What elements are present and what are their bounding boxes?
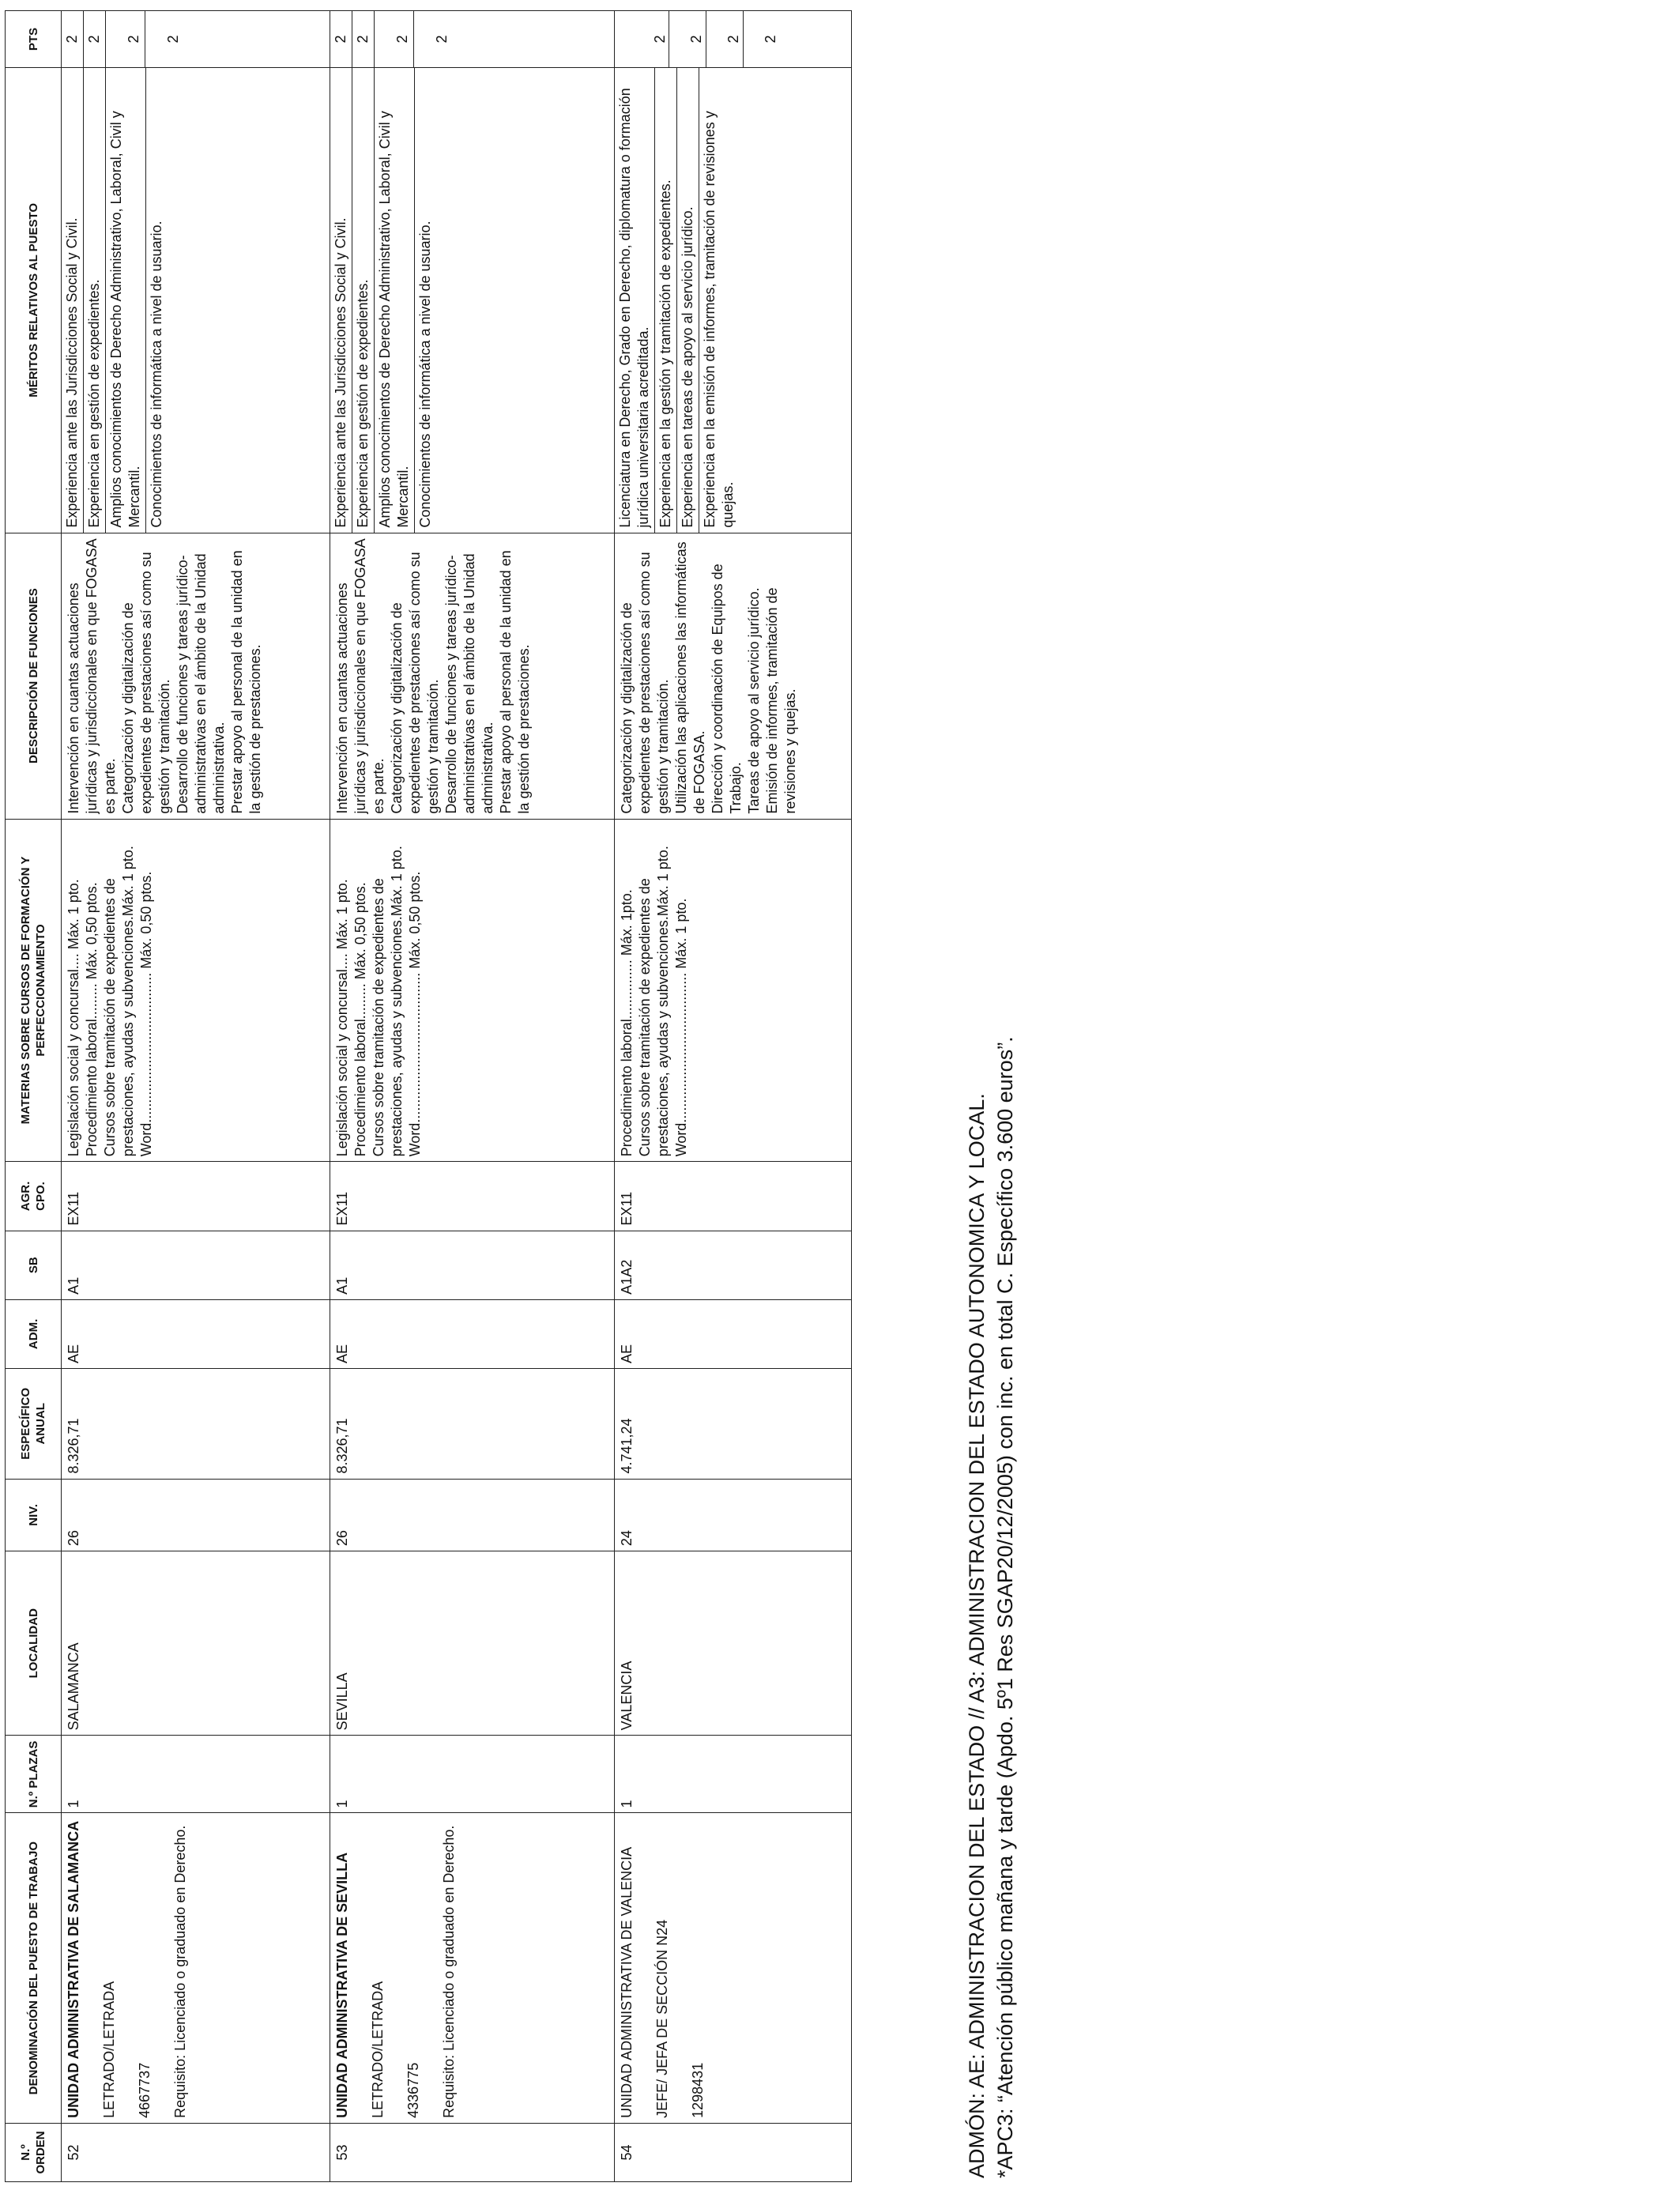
sb-cell: A1A2 xyxy=(615,1231,852,1299)
unidad-name: UNIDAD ADMINISTRATIVA DE SEVILLA xyxy=(334,1852,350,2118)
orden-cell: 54 xyxy=(615,2123,852,2181)
funcion-item: Dirección y coordinación de Equipos de Trabajo. xyxy=(710,564,744,814)
agr-cell: EX11 xyxy=(62,1162,330,1231)
funcion-item: Desarrollo de funciones y tareas jurídico-administrativas en el ámbito de la Unidad administrativa. xyxy=(443,553,495,814)
pts-item: 2 xyxy=(84,11,106,67)
materia-item: Word...................................... Máx. 1 pto. xyxy=(673,898,689,1157)
orden-cell: 52 xyxy=(62,2123,330,2181)
header-adm: ADM. xyxy=(6,1299,62,1368)
funcion-item: Desarrollo de funciones y tareas jurídico-administrativas en el ámbito de la Unidad administrativa. xyxy=(175,553,227,814)
funciones-cell xyxy=(62,533,330,819)
footnote-apc3: *APC3: “Atención público mañana y tarde (Apdo. 5º1 Res SGAP20/12/2005) con inc. en total C. Específico 3.600 euros”. xyxy=(993,1036,1017,2178)
merito-item: Conocimientos de informática a nivel de usuario. xyxy=(417,221,433,528)
orden-cell: 53 xyxy=(330,2123,615,2181)
materia-item: Legislación social y concursal.... Máx. 1 pto. xyxy=(334,879,350,1157)
materia-item: Cursos sobre tramitación de expedientes de prestaciones, ayudas y subvenciones.Máx. 1 pto. xyxy=(371,846,405,1157)
pts-item: 2 xyxy=(330,11,352,67)
plazas-cell: 1 xyxy=(330,1736,615,1813)
puesto-name: LETRADO/LETRADA xyxy=(370,1981,386,2118)
funcion-item: Categorización y digitalización de expedientes de prestaciones así como su gestión y tramitación. xyxy=(120,552,172,814)
plazas-cell: 1 xyxy=(62,1736,330,1813)
funcion-item: Utilización las aplicaciones las informáticas de FOGASA. xyxy=(673,541,707,814)
adm-cell: AE xyxy=(62,1299,330,1368)
puesto-name: JEFE/ JEFA DE SECCIÓN N24 xyxy=(654,1919,670,2118)
header-pts: PTS xyxy=(6,11,62,68)
pts-item: 2 xyxy=(706,11,744,67)
materia-item: Procedimiento laboral......... Máx. 0,50 ptos. xyxy=(84,882,100,1157)
pts-item: 2 xyxy=(106,11,145,67)
plazas-table xyxy=(5,10,852,2182)
pts-cell xyxy=(615,11,852,68)
merito-item: Licenciatura en Derecho, Grado en Derecho, diplomatura o formación jurídica universitaria acreditada. xyxy=(615,68,655,533)
funcion-item: Intervención en cuantas actuaciones jurídicas y jurisdiccionales en que FOGASA es parte. xyxy=(66,539,118,814)
funcion-item: Intervención en cuantas actuaciones jurídicas y jurisdiccionales en que FOGASA es parte. xyxy=(334,539,386,814)
nivel-cell: 24 xyxy=(615,1479,852,1551)
nivel-cell: 26 xyxy=(62,1479,330,1551)
table-row xyxy=(615,11,852,2182)
denominacion-cell xyxy=(330,1813,615,2123)
funcion-item: Prestar apoyo al personal de la unidad en la gestión de prestaciones. xyxy=(229,550,263,814)
especifico-cell: 8.326,71 xyxy=(330,1369,615,1480)
requisito-text: Requisito: Licenciado o graduado en Derecho. xyxy=(172,1825,188,2118)
requisito-text: Requisito: Licenciado o graduado en Derecho. xyxy=(441,1825,457,2118)
localidad-cell: SEVILLA xyxy=(330,1551,615,1736)
materia-item: Procedimiento laboral......... Máx. 0,50 ptos. xyxy=(352,882,368,1157)
unidad-name: UNIDAD ADMINISTRATIVA DE VALENCIA xyxy=(619,1846,635,2118)
header-localidad: LOCALIDAD xyxy=(6,1551,62,1736)
meritos-cell xyxy=(330,68,615,533)
meritos-cell xyxy=(62,68,330,533)
materias-cell xyxy=(330,819,615,1162)
materia-item: Word...................................... Máx. 0,50 ptos. xyxy=(407,871,423,1157)
adm-cell: AE xyxy=(615,1299,852,1368)
localidad-cell: VALENCIA xyxy=(615,1551,852,1736)
pts-item: 2 xyxy=(375,11,414,67)
pts-item: 2 xyxy=(352,11,375,67)
adm-cell: AE xyxy=(330,1299,615,1368)
merito-item: Amplios conocimientos de Derecho Administrativo, Laboral, Civil y Mercantil. xyxy=(106,68,146,533)
funciones-cell xyxy=(330,533,615,819)
funcion-item: Tareas de apoyo al servicio jurídico. xyxy=(746,587,762,814)
denominacion-cell xyxy=(615,1813,852,2123)
footnote-admon: ADMÓN: AE: ADMINISTRACION DEL ESTADO // A3: ADMINISTRACION DEL ESTADO AUTONOMICA Y LOCAL. xyxy=(965,1093,989,2178)
sb-cell: A1 xyxy=(62,1231,330,1299)
unidad-name: UNIDAD ADMINISTRATIVA DE SALAMANCA xyxy=(66,1820,81,2118)
pts-cell xyxy=(330,11,615,68)
table-row xyxy=(62,11,330,2182)
pts-item: 2 xyxy=(434,35,450,43)
footnotes xyxy=(962,44,1019,2178)
puesto-codigo: 4336775 xyxy=(405,2062,421,2118)
puesto-codigo: 1298431 xyxy=(690,2062,706,2118)
header-materias: MATERIAS SOBRE CURSOS DE FORMACIÓN Y PERFECCIONAMIENTO xyxy=(6,819,62,1162)
funciones-cell xyxy=(615,533,852,819)
plazas-cell: 1 xyxy=(615,1736,852,1813)
merito-item: Experiencia en gestión de expedientes. xyxy=(84,68,106,533)
puesto-codigo: 4667737 xyxy=(137,2062,153,2118)
pts-item: 2 xyxy=(669,11,706,67)
header-plazas: N.º PLAZAS xyxy=(6,1736,62,1813)
materia-item: Cursos sobre tramitación de expedientes de prestaciones, ayudas y subvenciones.Máx. 1 pto. xyxy=(102,846,136,1157)
pts-item: 2 xyxy=(62,11,84,67)
meritos-cell xyxy=(615,68,852,533)
denominacion-cell xyxy=(62,1813,330,2123)
table-header-row xyxy=(6,11,62,2182)
pts-cell xyxy=(62,11,330,68)
header-agr: AGR. CPO. xyxy=(6,1162,62,1231)
materia-item: Procedimiento laboral............... Máx. 1pto. xyxy=(619,889,635,1157)
funcion-item: Emisión de informes, tramitación de revisiones y quejas. xyxy=(764,587,798,814)
materia-item: Legislación social y concursal.... Máx. 1 pto. xyxy=(66,879,81,1157)
agr-cell: EX11 xyxy=(330,1162,615,1231)
nivel-cell: 26 xyxy=(330,1479,615,1551)
merito-item: Experiencia en tareas de apoyo al servicio jurídico. xyxy=(677,68,699,533)
agr-cell: EX11 xyxy=(615,1162,852,1231)
materias-cell xyxy=(62,819,330,1162)
header-denominacion: DENOMINACIÓN DEL PUESTO DE TRABAJO xyxy=(6,1813,62,2123)
especifico-cell: 8.326,71 xyxy=(62,1369,330,1480)
funcion-item: Categorización y digitalización de expedientes de prestaciones así como su gestión y tramitación. xyxy=(389,552,441,814)
funcion-item: Categorización y digitalización de expedientes de prestaciones así como su gestión y tramitación. xyxy=(619,552,671,814)
merito-item: Experiencia en la gestión y tramitación de expedientes. xyxy=(655,68,677,533)
merito-item: Experiencia ante las Jurisdicciones Social y Civil. xyxy=(62,68,84,533)
merito-item: Experiencia en la emisión de informes, tramitación de revisiones y quejas. xyxy=(702,111,736,528)
materias-cell xyxy=(615,819,852,1162)
merito-item: Experiencia en gestión de expedientes. xyxy=(352,68,375,533)
pts-item: 2 xyxy=(763,35,778,43)
header-funciones: DESCRIPCIÓN DE FUNCIONES xyxy=(6,533,62,819)
especifico-cell: 4.741,24 xyxy=(615,1369,852,1480)
header-sb: SB xyxy=(6,1231,62,1299)
pts-item: 2 xyxy=(615,11,669,67)
materia-item: Cursos sobre tramitación de expedientes de prestaciones, ayudas y subvenciones.Máx. 1 pto. xyxy=(637,846,671,1157)
materia-item: Word...................................... Máx. 0,50 ptos. xyxy=(138,871,154,1157)
header-nivel: NIV. xyxy=(6,1479,62,1551)
sb-cell: A1 xyxy=(330,1231,615,1299)
merito-item: Experiencia ante las Jurisdicciones Social y Civil. xyxy=(330,68,352,533)
localidad-cell: SALAMANCA xyxy=(62,1551,330,1736)
merito-item: Conocimientos de informática a nivel de usuario. xyxy=(149,221,164,528)
header-meritos: MÉRITOS RELATIVOS AL PUESTO xyxy=(6,68,62,533)
merito-item: Amplios conocimientos de Derecho Administrativo, Laboral, Civil y Mercantil. xyxy=(375,68,415,533)
table-row xyxy=(330,11,615,2182)
funcion-item: Prestar apoyo al personal de la unidad en la gestión de prestaciones. xyxy=(498,550,532,814)
header-orden: N.º ORDEN xyxy=(6,2123,62,2181)
puesto-name: LETRADO/LETRADA xyxy=(101,1981,117,2118)
pts-item: 2 xyxy=(165,35,181,43)
header-especifico: ESPECÍFICO ANUAL xyxy=(6,1369,62,1480)
